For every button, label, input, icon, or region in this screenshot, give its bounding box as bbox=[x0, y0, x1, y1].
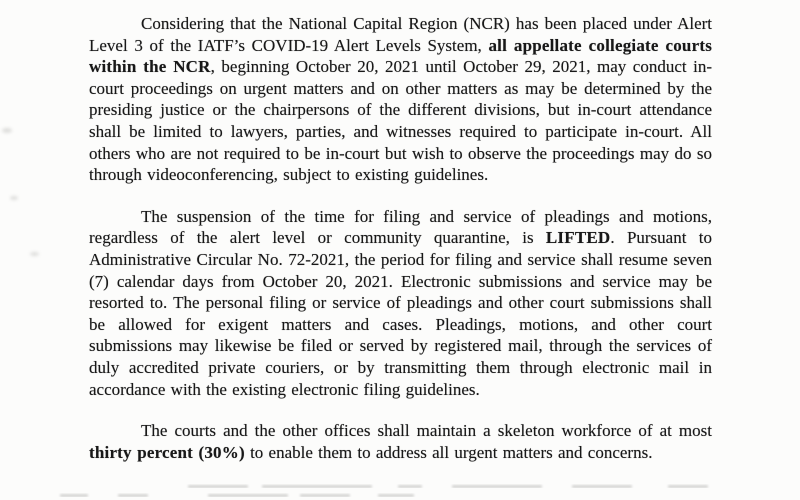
scan-smudge-artifact bbox=[30, 252, 39, 256]
paragraph-filing-suspension-lifted bbox=[89, 206, 712, 400]
text-run: The suspension of the time for filing and service of pleadings and motions, regardless of the alert level or community quarantine, is bbox=[89, 206, 712, 248]
text-run: , beginning October 20, 2021 until October 29, 2021, may conduct in-court proceedings on urgent matters and on other matters as may be determined by the presiding justice or the chairpersons of the different divisions, but in-court attendance shall be limited to lawyers, parties, and witnesses required to participate in-court. All others who are not required to be in-court but wish to observe the proceedings may do so through videoconferencing, subject to existing guidelines. bbox=[89, 57, 712, 185]
bold-text-run: all appellate collegiate courts within the NCR bbox=[89, 35, 713, 77]
next-line-cutoff-artifact bbox=[0, 484, 800, 488]
scan-smudge-artifact bbox=[10, 196, 18, 200]
bold-text-run: thirty percent (30%) bbox=[89, 442, 245, 462]
scan-smudge-artifact bbox=[2, 128, 12, 133]
bold-text-run: LIFTED bbox=[545, 228, 611, 248]
paragraph-alert-level-3-proceedings bbox=[89, 13, 712, 186]
text-run: . Pursuant to Administrative Circular No. 72-2021, the period for filing and service shall resume seven (7) calendar days from October 20, 2021. Electronic submissions and service may be resorted to. The personal filing or service of pleadings and other court submissions shall be allowed for exigent matters and cases. Pleadings, motions, and other court submissions may likewise be filed or served by registered mail, through the services of duly accredited private couriers, or by transmitting them through electronic mail in accordance with the existing electronic filing guidelines. bbox=[89, 228, 712, 399]
paragraph-skeleton-workforce bbox=[89, 420, 712, 463]
text-run: Considering that the National Capital Region (NCR) has been placed under Alert Level 3 of the IATF’s COVID-19 Alert Levels System, bbox=[89, 14, 712, 55]
text-run: to enable them to address all urgent matters and concerns. bbox=[244, 442, 653, 462]
next-line-cutoff-artifact bbox=[0, 493, 800, 497]
text-run: The courts and the other offices shall maintain a skeleton workforce of at most bbox=[141, 421, 712, 441]
